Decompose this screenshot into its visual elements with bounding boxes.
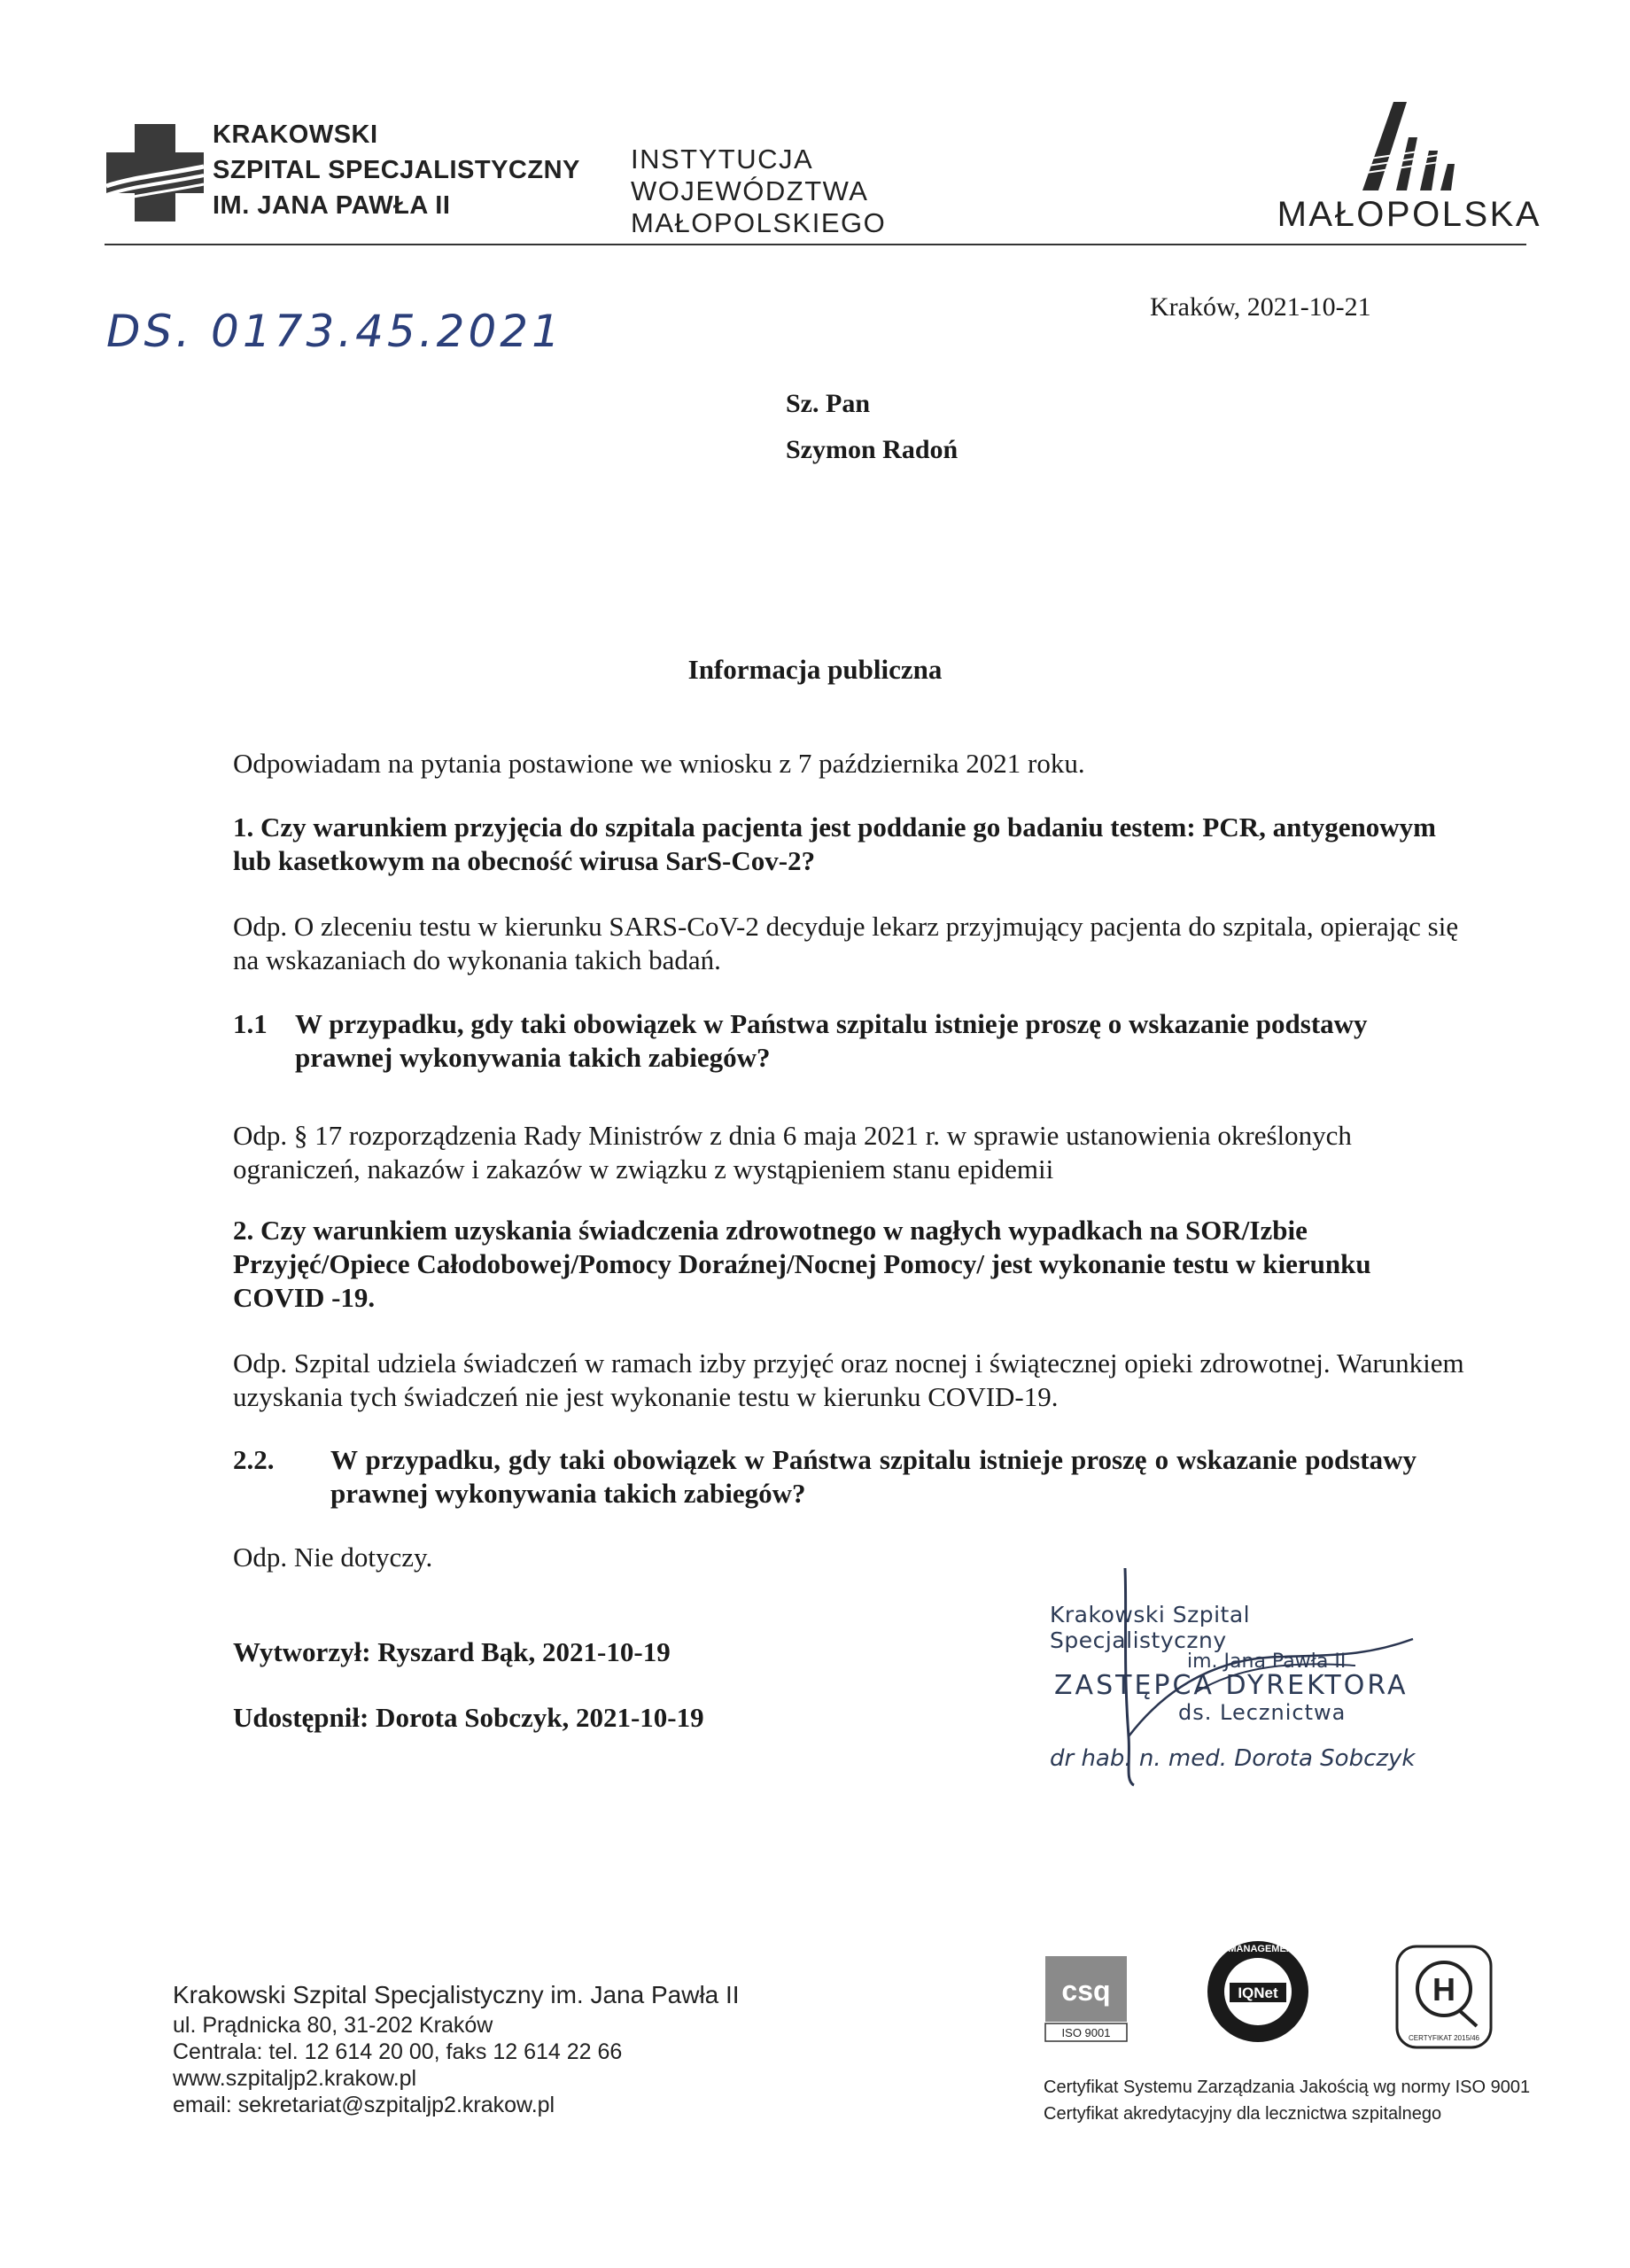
csq-label: ISO 9001: [1061, 2026, 1111, 2039]
institution-line: WOJEWÓDZTWA: [631, 175, 869, 206]
region-name: MAŁOPOLSKA: [1277, 195, 1541, 234]
answer-1: Odp. O zleceniu testu w kierunku SARS-CoV-2 decyduje lekarz przyjmujący pacjenta do szpitala, opierając się na wskazaniach do wykonania takich badań.: [233, 911, 1459, 975]
question-1-1-number: 1.1: [233, 1008, 268, 1039]
hospital-name-line: IM. JANA PAWŁA II: [213, 191, 451, 220]
iqnet-label: IQNet: [1238, 1984, 1278, 2001]
hospital-name-line: KRAKOWSKI: [213, 120, 378, 149]
intro-paragraph: Odpowiadam na pytania postawione we wniosku z 7 października 2021 roku.: [233, 748, 1085, 779]
stamp-line: ZASTĘPCA DYREKTORA: [1054, 1670, 1409, 1701]
stamp-line: Krakowski Szpital Specjalistyczny: [1050, 1602, 1251, 1653]
footer-website: www.szpitaljp2.krakow.pl: [173, 2066, 417, 2091]
question-2-2: W przypadku, gdy taki obowiązek w Państwa szpitalu istnieje proszę o wskazanie podstawy prawnej wykonywania takich zabiegów?: [330, 1444, 1417, 1509]
h-cert-label: CERTYFIKAT 2015/46: [1408, 2034, 1480, 2042]
iqnet-ring-text: CERTIFIED MANAGEMENT SYSTEM: [1174, 1944, 1342, 1954]
stamp-line: im. Jana Pawła II: [1187, 1651, 1347, 1673]
document-title: Informacja publiczna: [687, 654, 943, 685]
certificate-line: Certyfikat Systemu Zarządzania Jakością wg normy ISO 9001: [1044, 2078, 1531, 2097]
recipient-name: Szymon Radoń: [786, 435, 959, 464]
footer-phone: Centrala: tel. 12 614 20 00, faks 12 614 22 66: [173, 2039, 623, 2064]
hospital-cross-logo: [106, 124, 204, 221]
csq-iso-certificate-logo: [1045, 1956, 1127, 2041]
author-line: Wytworzył: Ryszard Bąk, 2021-10-19: [233, 1636, 671, 1667]
recipient: [786, 381, 958, 473]
footer-contact: [173, 1978, 740, 2118]
stamp-signer: dr hab. n. med. Dorota Sobczyk: [1050, 1745, 1416, 1772]
shared-by-line: Udostępnił: Dorota Sobczyk, 2021-10-19: [233, 1702, 704, 1733]
question-1: 1. Czy warunkiem przyjęcia do szpitala pacjenta jest poddanie go badaniu testem: PCR, antygenowym lub kasetkowym na obecność wirusa SarS-Cov-2?: [233, 812, 1436, 876]
date-place: Kraków, 2021-10-21: [1150, 292, 1371, 322]
answer-2-2: Odp. Nie dotyczy.: [233, 1542, 433, 1573]
institution-line: MAŁOPOLSKIEGO: [631, 207, 887, 238]
recipient-salutation: Sz. Pan: [786, 389, 871, 418]
header-divider: [105, 244, 1526, 245]
handwritten-signature: [1063, 1559, 1435, 1790]
stamp-line: ds. Lecznictwa: [1178, 1700, 1347, 1725]
malopolska-logo: [1354, 102, 1460, 190]
answer-1-1: Odp. § 17 rozporządzenia Rady Ministrów z dnia 6 maja 2021 r. w sprawie ustanowienia określonych ograniczeń, nakazów i zakazów w związku z wystąpieniem stanu epidemii: [233, 1120, 1352, 1184]
svg-text:csq: csq: [1061, 1975, 1111, 2007]
question-2-2-number: 2.2.: [233, 1444, 275, 1475]
handwritten-reference-number: DS. 0173.45.2021: [106, 306, 563, 357]
footer-hospital-name: Krakowski Szpital Specjalistyczny im. Jana Pawła II: [173, 1981, 740, 2008]
certificate-description: [1044, 2074, 1530, 2127]
institution-line: INSTYTUCJA: [631, 144, 814, 175]
certificate-line: Certyfikat akredytacyjny dla lecznictwa szpitalnego: [1044, 2104, 1442, 2124]
footer-address: ul. Prądnicka 80, 31-202 Kraków: [173, 2013, 493, 2038]
answer-2: Odp. Szpital udziela świadczeń w ramach izby przyjęć oraz nocnej i świątecznej opieki zdrowotnej. Warunkiem uzyskania tych świadczeń nie jest wykonanie testu w kierunku COVID-19.: [233, 1348, 1464, 1412]
question-1-1: W przypadku, gdy taki obowiązek w Państwa szpitalu istnieje proszę o wskazanie podstawy prawnej wykonywania takich zabiegów?: [295, 1008, 1368, 1073]
accreditation-h-certificate-logo: [1395, 1945, 1493, 2049]
footer-email: email: sekretariat@szpitaljp2.krakow.pl: [173, 2093, 555, 2117]
hospital-name-line: SZPITAL SPECJALISTYCZNY: [213, 156, 580, 184]
svg-text:H: H: [1432, 1971, 1455, 2008]
iqnet-certificate-logo: [1174, 1938, 1342, 2045]
hospital-name: [213, 117, 585, 223]
institution-label: [631, 144, 950, 239]
question-2: 2. Czy warunkiem uzyskania świadczenia zdrowotnego w nagłych wypadkach na SOR/Izbie Przyjęć/Opiece Całodobowej/Pomocy Doraźnej/Nocnej Pomocy/ jest wykonanie testu w kierunku COVID -19.: [233, 1215, 1371, 1313]
